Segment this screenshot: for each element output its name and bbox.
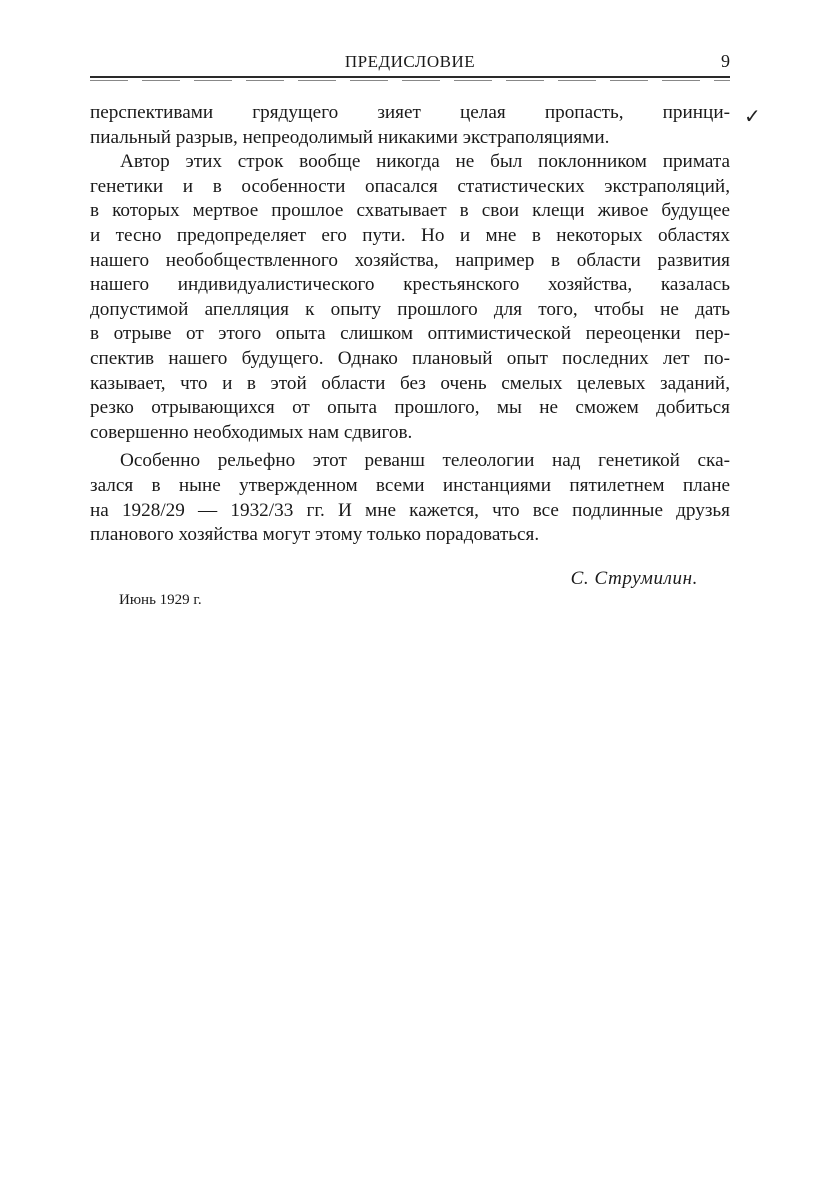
text-line: пиальный разрыв, непреодолимый никакими экстраполяциями. (90, 126, 610, 148)
running-head (90, 50, 730, 76)
text-line: и тесно предопределяет его пути. Но и мне в некоторых областях (90, 224, 730, 246)
text-line: резко отрывающихся от опыта прошлого, мы не сможем добиться (90, 397, 730, 419)
text-line: на 1928/29 — 1932/33 гг. И мне кажется, что все подлинные друзья (90, 499, 730, 521)
text-line: допустимой апелляция к опыту прошлого для того, чтобы не дать (90, 298, 730, 320)
text-line: перспективами грядущего зияет целая пропасть, принци- (90, 102, 730, 123)
text-line: спектив нашего будущего. Однако плановый опыт последних лет по- (90, 347, 730, 369)
date-line: Июнь 1929 г. (119, 592, 202, 608)
text-line: в которых мертвое прошлое схватывает в свои клещи живое будущее (90, 200, 730, 222)
text-line: в отрыве от этого опыта слишком оптимистической переоценки пер- (90, 323, 730, 345)
author-signature: С. Струмилин. (570, 568, 698, 589)
text-line: нашего индивидуалистического крестьянского хозяйства, казалась (90, 274, 730, 296)
header-rule-secondary (90, 80, 730, 81)
page-number: 9 (721, 51, 730, 71)
text-line: совершенно необходимых нам сдвигов. (90, 421, 413, 443)
page-title: ПРЕДИСЛОВИЕ (344, 52, 476, 71)
header-rule (90, 76, 730, 78)
text-line: нашего необобществленного хозяйства, например в области развития (90, 249, 730, 271)
text-line: зался в ныне утвержденном всеми инстанциями пятилетнем плане (90, 474, 730, 496)
margin-check-mark: ✓ (744, 104, 761, 128)
text-line: генетики и в особенности опасался статистических экстраполяций, (90, 175, 730, 197)
body-text (90, 101, 730, 548)
text-line: Автор этих строк вообще никогда не был поклонником примата (120, 151, 730, 173)
text-line: планового хозяйства могут этому только порадоваться. (90, 524, 540, 546)
text-line: казывает, что и в этой области без очень смелых целевых заданий, (90, 372, 730, 394)
text-line: Особенно рельефно этот реванш телеологии над генетикой ска- (120, 450, 730, 472)
